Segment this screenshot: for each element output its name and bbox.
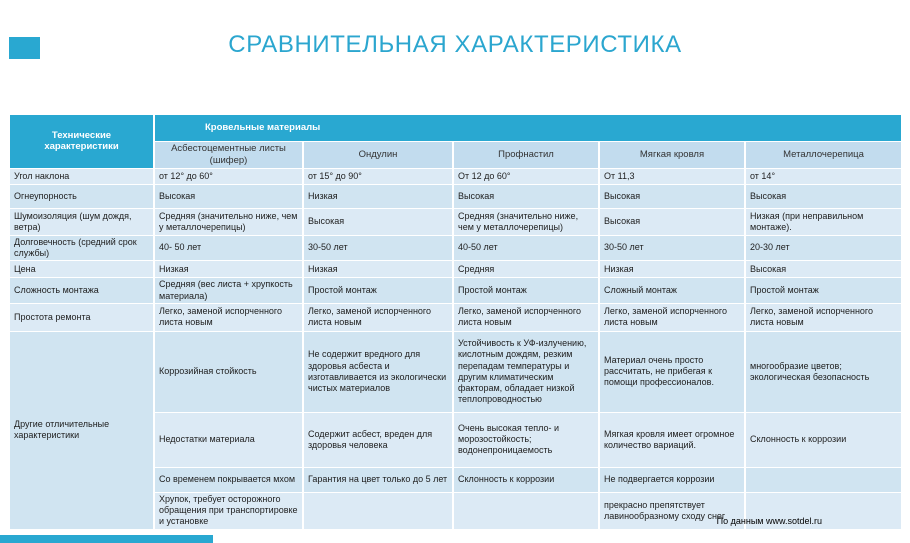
table-cell: Легко, заменой испорченного листа новым: [746, 304, 901, 331]
table-cell: Средняя (значительно ниже, чем у металлочерепицы): [155, 209, 302, 235]
table-cell: Высокая: [746, 261, 901, 277]
table-row: [10, 236, 901, 261]
table-cell: [746, 468, 901, 492]
section-label: Другие отличительные характеристики: [10, 332, 153, 529]
column-header-metallocherepitsa: Металлочерепица: [746, 142, 901, 168]
table-cell: Сложный монтаж: [600, 278, 744, 303]
row-label: Долговечность (средний срок службы): [10, 236, 153, 261]
table-cell: Высокая: [454, 185, 598, 208]
table-cell: Мягкая кровля имеет огромное количество вариаций.: [600, 413, 744, 467]
table-cell: Легко, заменой испорченного листа новым: [155, 304, 302, 331]
table-cell: Не подвергается коррозии: [600, 468, 744, 492]
table-cell: [454, 493, 598, 529]
table-cell: Со временем покрывается мхом: [155, 468, 302, 492]
row-label: Цена: [10, 261, 153, 277]
table-cell: Хрупок, требует осторожного обращения при транспортировке и установке: [155, 493, 302, 529]
table-cell: от 14°: [746, 169, 901, 184]
column-header-shifer: Асбестоцементные листы (шифер): [155, 142, 302, 168]
table-cell: Содержит асбест, вреден для здоровья человека: [304, 413, 452, 467]
table-row: [10, 185, 901, 208]
table-cell: 30-50 лет: [600, 236, 744, 261]
table-cell: Недостатки материала: [155, 413, 302, 467]
table-cell: Высокая: [746, 185, 901, 208]
table-cell: Материал очень просто рассчитать, не прибегая к помощи профессионалов.: [600, 332, 744, 412]
table-cell: От 12 до 60°: [454, 169, 598, 184]
table-cell: Высокая: [155, 185, 302, 208]
bottom-left-accent-bar: [0, 535, 213, 543]
table-cell: Низкая: [155, 261, 302, 277]
column-header-myagkaya: Мягкая кровля: [600, 142, 744, 168]
corner-header-cell: Технические характеристики: [10, 115, 153, 168]
table-cell: Низкая: [600, 261, 744, 277]
table-cell: Очень высокая тепло- и морозостойкость; водонепроницаемость: [454, 413, 598, 467]
row-label: Сложность монтажа: [10, 278, 153, 303]
page-title: СРАВНИТЕЛЬНАЯ ХАРАКТЕРИСТИКА: [228, 31, 682, 58]
column-header-ondulin: Ондулин: [304, 142, 452, 168]
row-label: Шумоизоляция (шум дождя, ветра): [10, 209, 153, 235]
data-source-note: По данным www.sotdel.ru: [716, 516, 822, 526]
table-cell: Устойчивость к УФ-излучению, кислотным дождям, резким перепадам температуры и другим климатическим факторам, обладает низкой теплопроводностью: [454, 332, 598, 412]
table-cell: 40-50 лет: [454, 236, 598, 261]
table-row: [10, 209, 901, 235]
table-cell: Низкая: [304, 185, 452, 208]
table-row: [10, 169, 901, 184]
table-cell: Средняя (значительно ниже, чем у металлочерепицы): [454, 209, 598, 235]
table-cell: Легко, заменой испорченного листа новым: [304, 304, 452, 331]
table-cell: Простой монтаж: [746, 278, 901, 303]
table-cell: Коррозийная стойкость: [155, 332, 302, 412]
table-cell: 40- 50 лет: [155, 236, 302, 261]
row-label: Угол наклона: [10, 169, 153, 184]
table-cell: Легко, заменой испорченного листа новым: [454, 304, 598, 331]
table-cell: Простой монтаж: [454, 278, 598, 303]
table-cell: от 15° до 90°: [304, 169, 452, 184]
comparison-table: [8, 114, 903, 530]
table-cell: [304, 493, 452, 529]
top-left-accent-bar: [9, 37, 40, 59]
row-label: Огнеупорность: [10, 185, 153, 208]
table-cell: Гарантия на цвет только до 5 лет: [304, 468, 452, 492]
table-header-row: [10, 115, 901, 141]
table-cell: Высокая: [304, 209, 452, 235]
table-cell: Легко, заменой испорченного листа новым: [600, 304, 744, 331]
table-cell: от 12° до 60°: [155, 169, 302, 184]
table-cell: Высокая: [600, 185, 744, 208]
column-header-profnastil: Профнастил: [454, 142, 598, 168]
table-cell: 30-50 лет: [304, 236, 452, 261]
table-cell: Низкая: [304, 261, 452, 277]
table-cell: Склонность к коррозии: [454, 468, 598, 492]
table-row: [10, 278, 901, 303]
table-cell: Средняя: [454, 261, 598, 277]
table-cell: Простой монтаж: [304, 278, 452, 303]
comparison-table-wrapper: [8, 114, 903, 530]
table-cell: Низкая (при неправильном монтаже).: [746, 209, 901, 235]
table-cell: 20-30 лет: [746, 236, 901, 261]
table-cell: Не содержит вредного для здоровья асбеста и изготавливается из экологически чистых материалов: [304, 332, 452, 412]
table-cell: Высокая: [600, 209, 744, 235]
table-cell: От 11,3: [600, 169, 744, 184]
group-header-cell: Кровельные материалы: [155, 115, 901, 141]
table-cell: Средняя (вес листа + хрупкость материала): [155, 278, 302, 303]
row-label: Простота ремонта: [10, 304, 153, 331]
table-cell: многообразие цветов; экологическая безопасность: [746, 332, 901, 412]
table-row: [10, 304, 901, 331]
table-cell: Склонность к коррозии: [746, 413, 901, 467]
table-row: [10, 261, 901, 277]
table-row: [10, 332, 901, 412]
table-cell: прекрасно препятствует лавинообразному сходу снег: [600, 493, 744, 529]
